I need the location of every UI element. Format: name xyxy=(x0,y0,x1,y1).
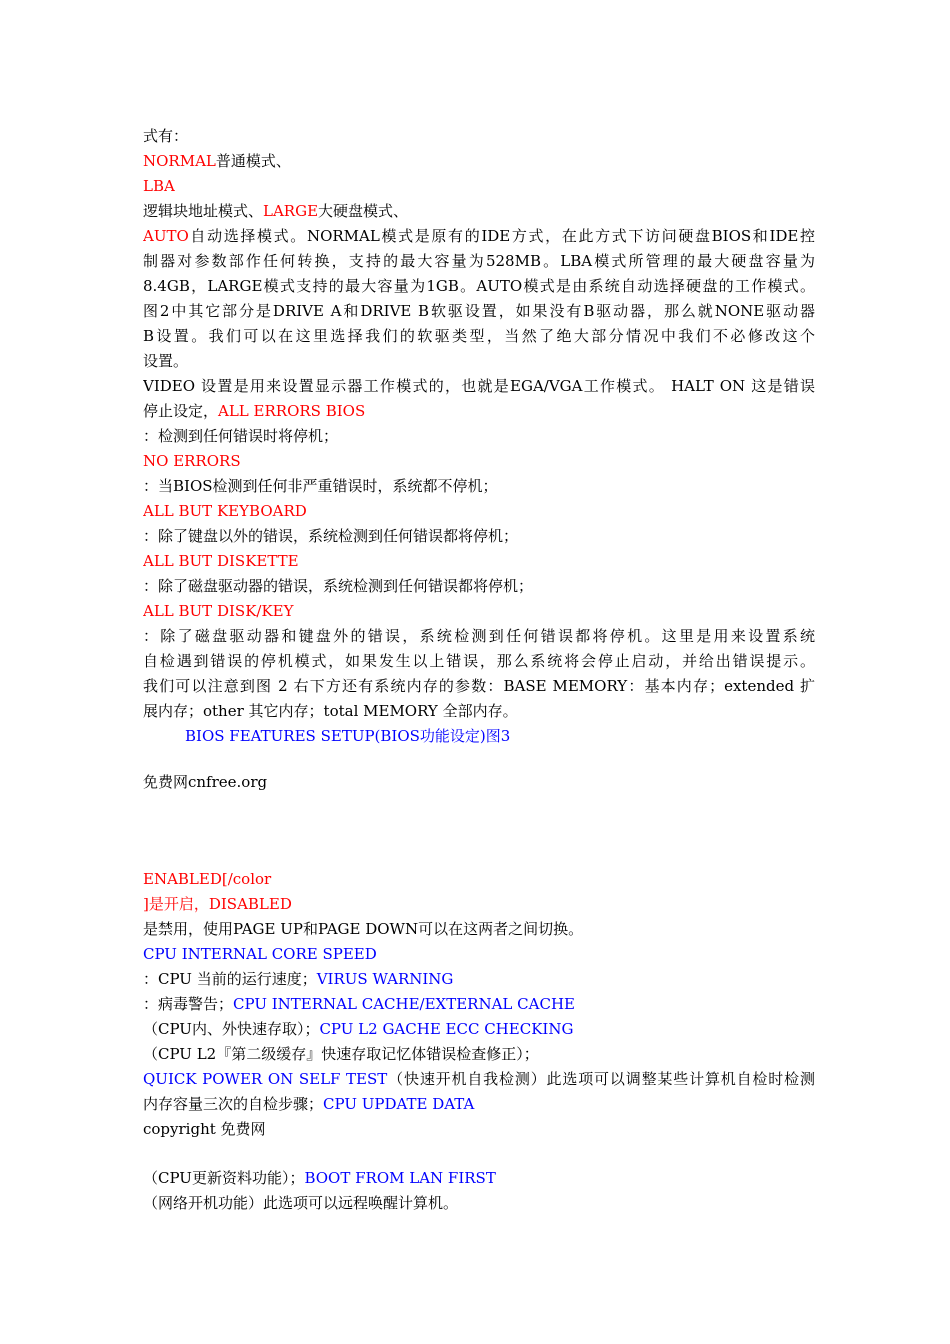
text-line xyxy=(143,124,815,149)
text-line xyxy=(143,574,815,599)
text-line xyxy=(143,770,815,795)
red-keyword: LARGE xyxy=(263,202,319,220)
text-line xyxy=(143,1092,815,1117)
text-line xyxy=(143,174,815,199)
blue-keyword: CPU L2 GACHE ECC CHECKING xyxy=(319,1020,574,1038)
text-run: 内存容量三次的自检步骤； xyxy=(143,1095,324,1113)
text-line xyxy=(143,942,815,967)
text-line xyxy=(143,449,815,474)
text-run: ：除了键盘以外的错误，系统检测到任何错误都将停机； xyxy=(143,527,519,545)
text-run: （CPU更新资料功能）； xyxy=(143,1169,305,1187)
text-line xyxy=(143,299,815,324)
text-run: 普通模式、 xyxy=(215,152,291,170)
text-run: ：CPU 当前的运行速度； xyxy=(143,970,317,988)
red-keyword: ALL BUT KEYBOARD xyxy=(143,502,307,520)
text-line xyxy=(143,274,815,299)
text-line xyxy=(143,374,815,399)
text-line xyxy=(143,649,815,674)
text-line xyxy=(143,1042,815,1067)
red-keyword: NORMAL xyxy=(143,152,216,170)
text-run: 式有： xyxy=(143,127,189,145)
text-line xyxy=(143,349,815,374)
text-line xyxy=(143,249,815,274)
text-line xyxy=(143,624,815,649)
text-run: VIDEO 设置是用来设置显示器工作模式的，也就是EGA/VGA工作模式。 HALT ON 这是错误 xyxy=(143,377,815,395)
red-keyword: ]是开启，DISABLED xyxy=(143,895,292,913)
text-line xyxy=(143,399,815,424)
text-line xyxy=(143,1117,815,1142)
blue-keyword: CPU UPDATE DATA xyxy=(323,1095,475,1113)
red-keyword: NO ERRORS xyxy=(143,452,241,470)
text-line xyxy=(143,424,815,449)
text-line xyxy=(143,224,815,249)
text-run: ：除了磁盘驱动器的错误，系统检测到任何错误都将停机； xyxy=(143,577,534,595)
text-line xyxy=(143,892,815,917)
text-run: 停止设定， xyxy=(143,402,219,420)
text-line xyxy=(143,499,815,524)
text-line xyxy=(143,599,815,624)
text-line xyxy=(143,1017,815,1042)
text-run: copyright 免费网 xyxy=(143,1120,266,1138)
red-keyword: ALL BUT DISK/KEY xyxy=(143,602,294,620)
red-keyword: ALL BUT DISKETTE xyxy=(143,552,299,570)
text-run: B设置。我们可以在这里选择我们的软驱类型，当然了绝大部分情况中我们不必修改这个 xyxy=(143,327,815,345)
red-keyword: AUTO xyxy=(143,227,189,245)
text-line xyxy=(143,149,815,174)
text-run: 大硬盘模式、 xyxy=(318,202,409,220)
text-run: 设置。 xyxy=(143,352,189,370)
text-line xyxy=(185,724,815,749)
text-line xyxy=(143,699,815,724)
text-line xyxy=(143,324,815,349)
blue-keyword: CPU INTERNAL CACHE/EXTERNAL CACHE xyxy=(233,995,575,1013)
text-run: 展内存；other 其它内存；total MEMORY 全部内存。 xyxy=(143,702,518,720)
red-keyword: ALL ERRORS BIOS xyxy=(218,402,366,420)
text-line xyxy=(143,867,815,892)
red-keyword: LBA xyxy=(143,177,175,195)
text-line xyxy=(143,549,815,574)
text-run: 是禁用，使用PAGE UP和PAGE DOWN可以在这两者之间切换。 xyxy=(143,920,584,938)
text-line xyxy=(143,474,815,499)
text-line xyxy=(143,524,815,549)
text-run: ：除了磁盘驱动器和键盘外的错误，系统检测到任何错误都将停机。这里是用来设置系统 xyxy=(143,627,815,645)
text-run: 自检遇到错误的停机模式，如果发生以上错误，那么系统将会停止启动，并给出错误提示。 xyxy=(143,652,815,670)
text-line xyxy=(143,1191,815,1216)
blue-keyword: BOOT FROM LAN FIRST xyxy=(304,1169,496,1187)
text-run: （CPU内、外快速存取）； xyxy=(143,1020,320,1038)
text-line xyxy=(143,1166,815,1191)
text-run: 制器对参数部作任何转换，支持的最大容量为528MB。LBA模式所管理的最大硬盘容量为 xyxy=(143,252,815,270)
blue-keyword: BIOS FEATURES SETUP(BIOS功能设定)图3 xyxy=(185,727,511,745)
text-line xyxy=(143,1067,815,1092)
blue-keyword: VIRUS WARNING xyxy=(316,970,454,988)
text-run: （快速开机自我检测）此选项可以调整某些计算机自检时检测 xyxy=(387,1070,815,1088)
text-run: 逻辑块地址模式、 xyxy=(143,202,264,220)
text-run: ：检测到任何错误时将停机； xyxy=(143,427,339,445)
text-line xyxy=(143,992,815,1017)
text-line xyxy=(143,674,815,699)
blue-keyword: CPU INTERNAL CORE SPEED xyxy=(143,945,377,963)
text-run: ：当BIOS检测到任何非严重错误时，系统都不停机； xyxy=(143,477,498,495)
text-run: ：病毒警告； xyxy=(143,995,234,1013)
text-run: 8.4GB，LARGE模式支持的最大容量为1GB。AUTO模式是由系统自动选择硬盘的工作模式。 xyxy=(143,277,815,295)
text-line xyxy=(143,199,815,224)
text-run: 自动选择模式。NORMAL模式是原有的IDE方式，在此方式下访问硬盘BIOS和IDE控 xyxy=(188,227,815,245)
text-line xyxy=(143,967,815,992)
text-line xyxy=(143,917,815,942)
text-run: （CPU L2『第二级缓存』快速存取记忆体错误检查修正）； xyxy=(143,1045,539,1063)
blue-keyword: QUICK POWER ON SELF TEST xyxy=(143,1070,388,1088)
text-run: 免费网cnfree.org xyxy=(143,773,268,791)
text-run: 图2中其它部分是DRIVE A和DRIVE B软驱设置，如果没有B驱动器，那么就NONE驱动器 xyxy=(143,302,815,320)
text-run: 我们可以注意到图 2 右下方还有系统内存的参数：BASE MEMORY：基本内存；extended 扩 xyxy=(143,677,815,695)
text-run: （网络开机功能）此选项可以远程唤醒计算机。 xyxy=(143,1194,459,1212)
red-keyword: ENABLED[/color xyxy=(143,870,272,888)
